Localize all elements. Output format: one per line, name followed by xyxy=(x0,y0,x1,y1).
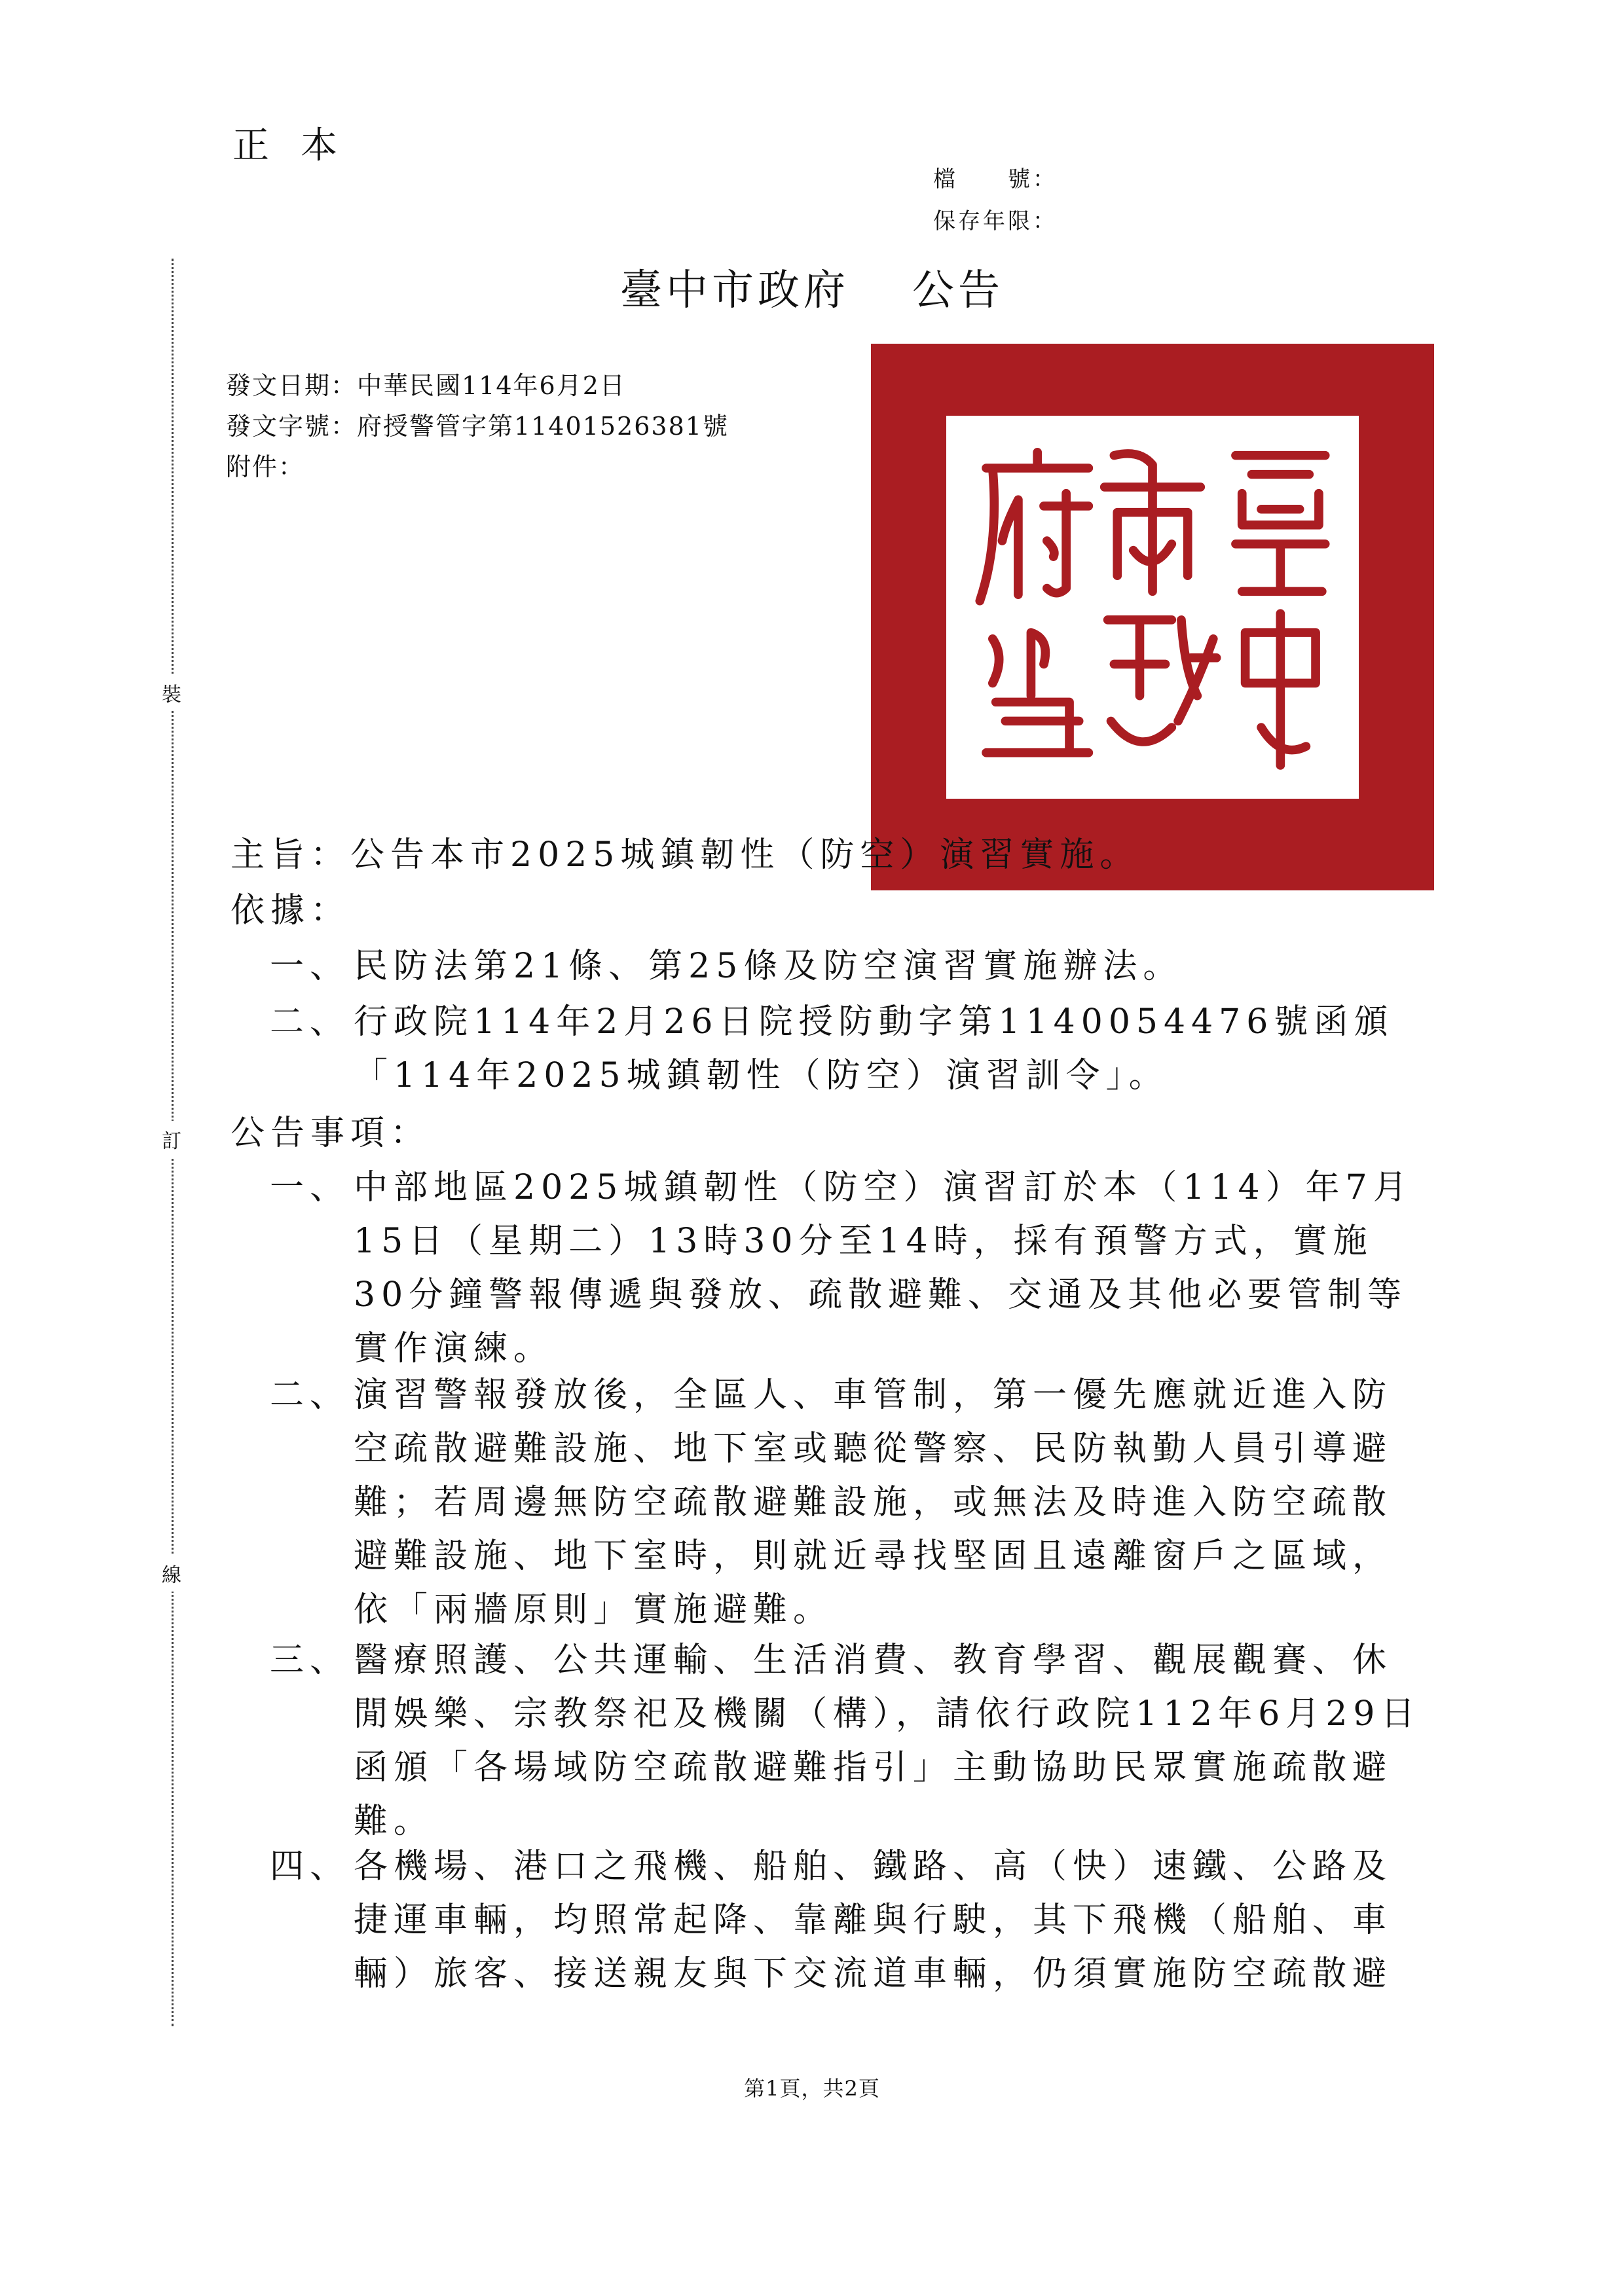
announcement-item-text: 中部地區2025城鎮韌性（防空）演習訂於本（114）年7月15日（星期二）13時30分至14時，採有預警方式，實施30分鐘警報傳遞與發放、疏散避難、交通及其他必要管制等實作演練。 xyxy=(354,1168,1413,1368)
reference-number: 發文字號：府授警管字第11401526381號 xyxy=(226,412,729,441)
announcement-item-text: 演習警報發放後，全區人、車管制，第一優先應就近進入防空疏散避難設施、地下室或聽從警察、民防執勤人員引導避難；若周邊無防空疏散避難設施，或無法及時進入防空疏散避難設施、地下室時，則就近尋找堅固且遠離窗戶之區域，依「兩牆原則」實施避難。 xyxy=(354,1376,1393,1630)
issuing-agency: 臺中市政府 xyxy=(620,266,849,315)
binding-mark-zhuang: 裝 xyxy=(162,674,181,711)
announcement-item-marker: 二、 xyxy=(270,1376,350,1415)
retention-period-label: 保存年限： xyxy=(933,208,1058,234)
binding-mark-ding: 訂 xyxy=(162,1121,181,1157)
file-number-label: 檔 號： xyxy=(933,166,1058,192)
subject-text: 公告本市2025城鎮韌性（防空）演習實施。 xyxy=(350,835,1140,875)
issue-date: 發文日期：中華民國114年6月2日 xyxy=(226,371,626,400)
basis-item-text: 民防法第21條、第25條及防空演習實施辦法。 xyxy=(354,947,1183,986)
announcement-item-marker: 四、 xyxy=(270,1847,350,1886)
subject-label: 主旨： xyxy=(231,835,351,875)
copy-label: 正本 xyxy=(232,124,369,167)
document-type: 公告 xyxy=(912,266,1004,315)
attachment-field: 附件： xyxy=(226,452,305,481)
basis-item-text: 行政院114年2月26日院授防動字第1140054476號函頒「114年2025城鎮韌性（防空）演習訓令」。 xyxy=(354,1002,1394,1095)
basis-label: 依據： xyxy=(231,891,351,930)
basis-item-marker: 二、 xyxy=(270,1002,350,1042)
official-seal xyxy=(871,344,1434,890)
seal-inner-field xyxy=(946,416,1359,799)
announcement-item-text: 醫療照護、公共運輸、生活消費、教育學習、觀展觀賽、休閒娛樂、宗教祭祀及機關（構），請依行政院112年6月29日函頒「各場域防空疏散避難指引」主動協助民眾實施疏散避難。 xyxy=(354,1641,1421,1841)
basis-item-marker: 一、 xyxy=(270,947,350,986)
announcement-item-marker: 三、 xyxy=(270,1641,350,1680)
seal-script-glyphs xyxy=(961,430,1344,784)
announcement-item-text: 各機場、港口之飛機、船舶、鐵路、高（快）速鐵、公路及捷運車輛，均照常起降、靠離與行駛，其下飛機（船舶、車輛）旅客、接送親友與下交流道車輛，仍須實施防空疏散避 xyxy=(354,1847,1393,1994)
binding-mark-xian: 線 xyxy=(162,1555,181,1592)
page-number: 第1頁，共2頁 xyxy=(744,2076,880,2101)
document-title xyxy=(0,257,1624,317)
announcement-label: 公告事項： xyxy=(231,1114,431,1153)
announcement-item-marker: 一、 xyxy=(270,1168,350,1207)
